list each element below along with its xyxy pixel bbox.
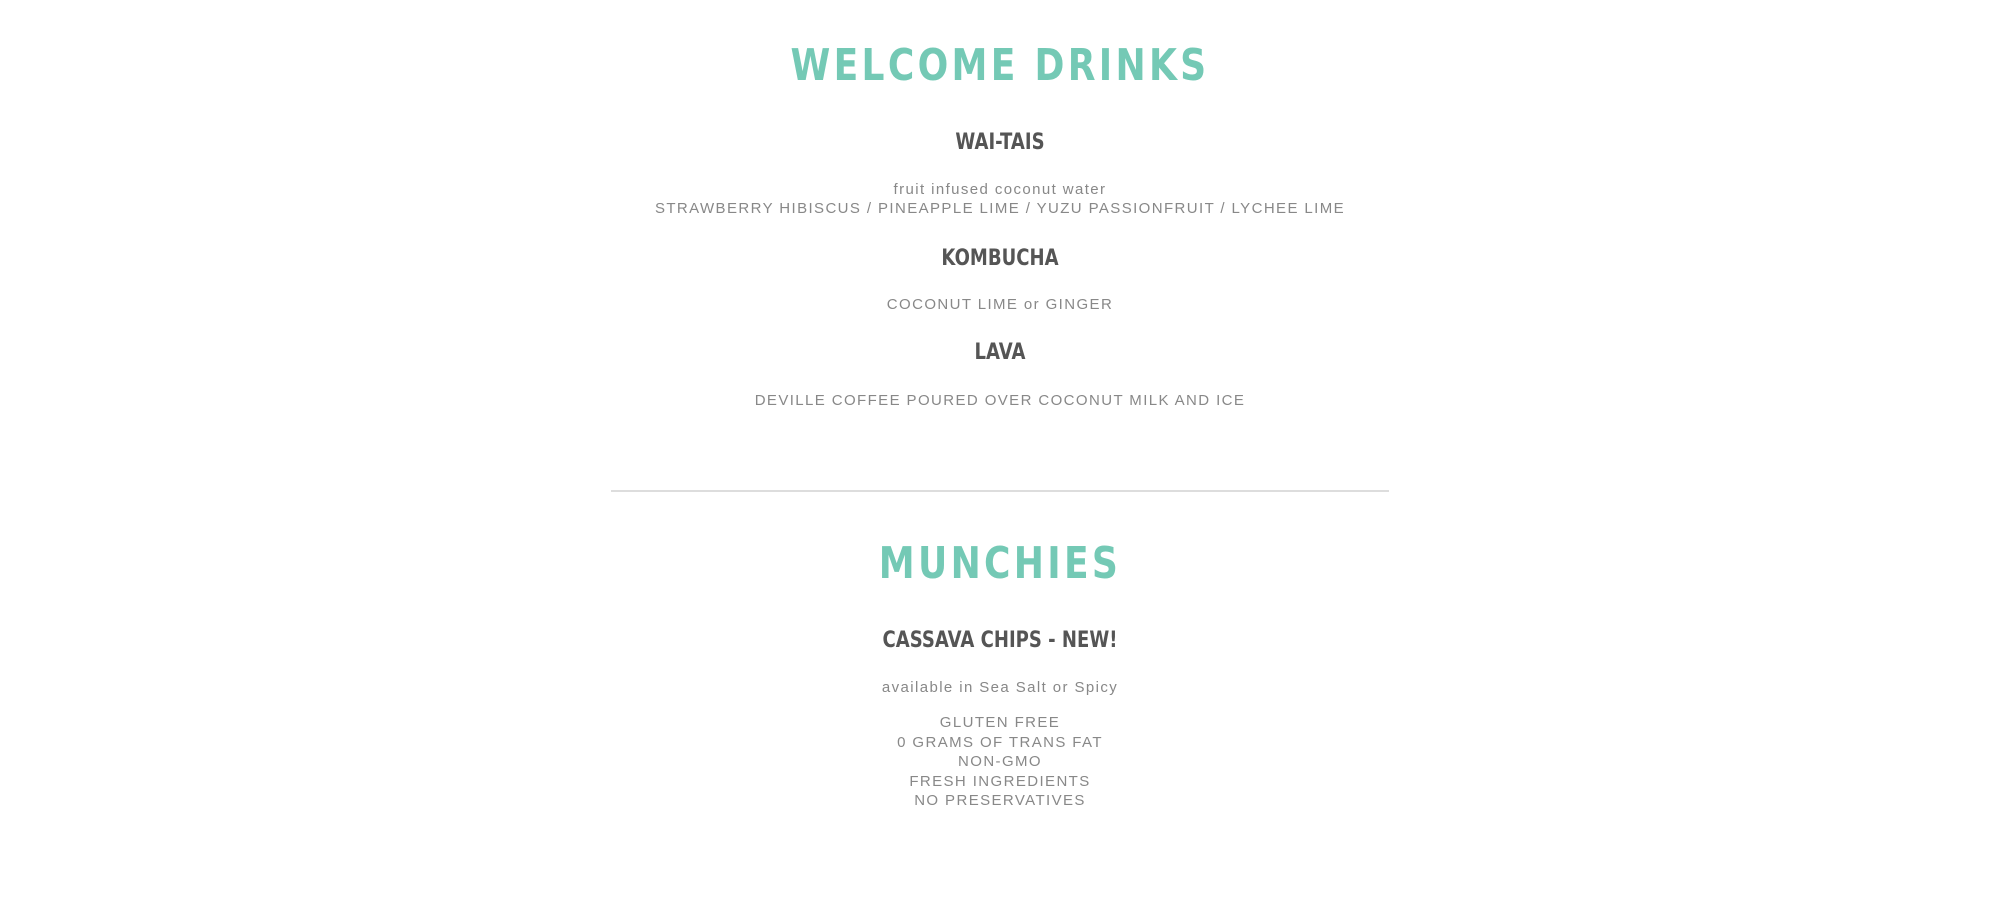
item-flavors-kombucha: COCONUT LIME or GINGER xyxy=(886,296,1114,313)
list-item: 0 GRAMS OF TRANS FAT xyxy=(897,733,1103,751)
section-divider xyxy=(611,490,1389,492)
item-subtitle-wai-tais: fruit infused coconut water xyxy=(893,181,1107,198)
list-item: NON-GMO xyxy=(958,753,1042,771)
item-name-kombucha: KOMBUCHA xyxy=(941,246,1059,271)
item-subtitle-cassava-chips: available in Sea Salt or Spicy xyxy=(881,679,1119,696)
item-name-lava: LAVA xyxy=(974,340,1026,365)
item-flavors-lava: DEVILLE COFFEE POURED OVER COCONUT MILK AND ICE xyxy=(754,392,1246,409)
list-item: NO PRESERVATIVES xyxy=(914,792,1086,810)
item-flavors-wai-tais: STRAWBERRY HIBISCUS / PINEAPPLE LIME / YUZU PASSIONFRUIT / LYCHEE LIME xyxy=(654,200,1346,217)
item-name-cassava-chips: CASSAVA CHIPS - NEW! xyxy=(882,628,1118,653)
list-item: FRESH INGREDIENTS xyxy=(909,772,1091,790)
munchies-title: MUNCHIES xyxy=(878,538,1122,589)
item-name-wai-tais: WAI-TAIS xyxy=(955,130,1045,155)
list-item: GLUTEN FREE xyxy=(939,714,1061,731)
welcome-drinks-title: WELCOME DRINKS xyxy=(790,40,1210,91)
feature-list xyxy=(0,713,2000,811)
